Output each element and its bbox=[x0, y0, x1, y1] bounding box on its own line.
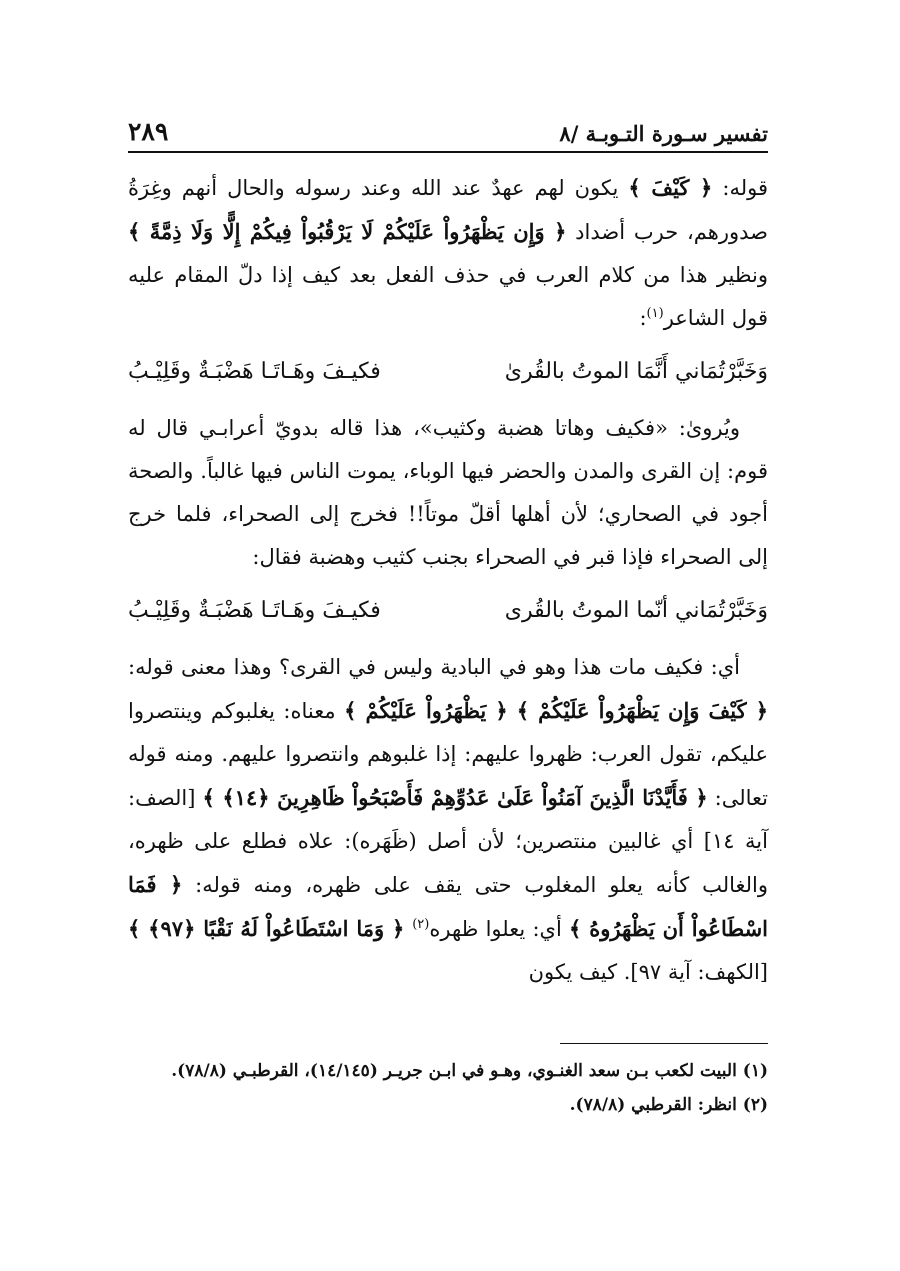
text-run: أي: يعلوا ظهره bbox=[429, 917, 570, 941]
footnote-ref: (١) bbox=[646, 306, 664, 321]
quran-quote: ﴿ وَمَا اسْتَطَاعُواْ لَهُ نَقْبًا ﴿٩٧﴾ ﴾ bbox=[128, 916, 413, 941]
quran-quote: ﴿ يَظْهَرُواْ عَلَيْكُمْ ﴾ bbox=[344, 698, 517, 723]
paragraph-1 bbox=[128, 166, 768, 340]
footnote-ref: (٢) bbox=[412, 917, 430, 932]
footnote-divider bbox=[560, 1043, 768, 1044]
footnote-1: (١) البيت لكعب بـن سعد الغنـوي، وهـو في ابـن جريـر (١٤/١٤٥)، القرطبـي (٧٨/٨). bbox=[171, 1061, 768, 1081]
text-run: معناه: يغلبوكم وينتصروا عليكم، تقول العرب: ظهروا عليهم: إذا غلبوهم وانتصروا عليهم. ومنه قوله تعالى: bbox=[128, 699, 769, 810]
poetry-verse-2 bbox=[128, 589, 768, 632]
header-divider bbox=[128, 151, 768, 153]
page-number: ٢٨٩ bbox=[128, 117, 169, 146]
text-run: [الكهف: آية ٩٧]. كيف يكون bbox=[528, 960, 768, 984]
main-text bbox=[128, 166, 768, 994]
running-header bbox=[128, 110, 768, 146]
text-run: يكون لهم عهدٌ عند الله وعند رسوله والحال أنهم وغِرَةُ صدورهم، حرب أضداد bbox=[128, 176, 768, 244]
quran-quote: ﴿ فَأَيَّدْنَا الَّذِينَ آمَنُواْ عَلَىٰ عَدُوِّهِمْ فَأَصْبَحُواْ ظَاهِرِينَ ﴿١٤﴾ ﴾ bbox=[202, 785, 708, 810]
text-run: [الصف: آية ١٤] أي غالبين منتصرين؛ لأن أصل (ظَهَره): علاه فطلع على ظهره، والغالب كأنه يعلو المغلوب حتى يقف على ظهره، ومنه قوله: bbox=[128, 786, 768, 897]
text-run: أي: فكيف مات هذا وهو في البادية وليس في القرى؟ وهذا معنى قوله: bbox=[128, 655, 740, 679]
verse-hemistich-second: فكيـفَ وهَـاتَـا هَضْبَـةٌ وقَلِيْـبُ bbox=[128, 598, 381, 623]
text-run: قوله: bbox=[712, 176, 768, 200]
quran-quote: ﴿ كَيْفَ ﴾ bbox=[628, 175, 713, 200]
poetry-verse-1 bbox=[128, 350, 768, 393]
paragraph-2: ويُروىٰ: «فكيف وهاتا هضبة وكثيب»، هذا قاله بدويّ أعرابـي قال له قوم: إن القرى والمدن والحضر فيها الوباء، يموت الناس فيها غالباً. والصحة أجود في الصحاري؛ لأن أهلها أقلّ موتاً!! فخرج إلى الصحراء، فلما خرج إلى الصحراء فإذا قبر في الصحراء بجنب كثيب وهضبة فقال: bbox=[128, 416, 768, 569]
quran-quote: ﴿ كَيْفَ وَإِن يَظْهَرُواْ عَلَيْكُمْ ﴾ bbox=[516, 698, 768, 723]
header-title: تفسير سـورة التـوبـة /٨ bbox=[559, 121, 768, 146]
text-run: ونظير هذا من كلام العرب في حذف الفعل بعد كيف إذا دلّ المقام عليه قول الشاعر bbox=[128, 263, 768, 330]
footnotes bbox=[128, 1054, 768, 1122]
paragraph-3 bbox=[128, 646, 768, 994]
verse-hemistich-first: وَخَبَّرْتُمَاني أنّما الموتُ بالقُرى bbox=[504, 598, 768, 623]
footnote-2: (٢) انظر: القرطبي (٧٨/٨). bbox=[569, 1095, 768, 1115]
verse-hemistich-second: فكيـفَ وهَـاتَـا هَضْبَـةٌ وقَلِيْـبُ bbox=[128, 359, 381, 384]
verse-hemistich-first: وَخَبَّرْتُمَاني أَنَّمَا الموتُ بالقُرىٰ bbox=[504, 359, 768, 384]
text-run: : bbox=[639, 306, 647, 330]
quran-quote: ﴿ وَإِن يَظْهَرُواْ عَلَيْكُمْ لَا يَرْقُبُواْ فِيكُمْ إِلًّا وَلَا ذِمَّةً ﴾ bbox=[128, 219, 567, 244]
quran-quote: ﴿ فَمَا اسْطَاعُواْ أَن يَظْهَرُوهُ ﴾ bbox=[128, 872, 769, 941]
